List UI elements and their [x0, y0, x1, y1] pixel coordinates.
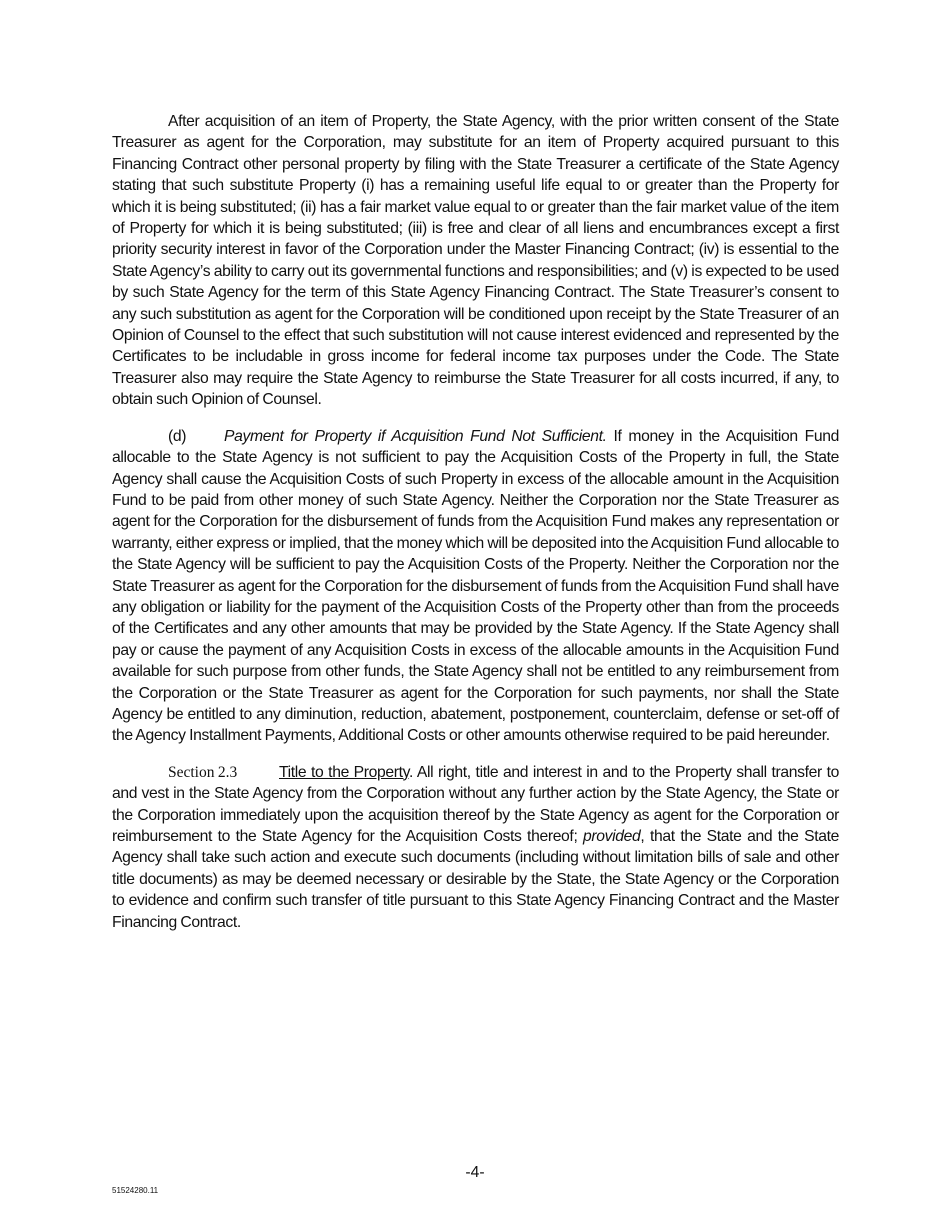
section-2-3-text-before: . All right, title and interest in and to the Property shall transfer to and vest in the State Agency from the Corporation without any further action by the State Agency, the State or the Corporation immediately upon the acquisition thereof by the State Agency as agent for the Corporation or reimbursement to the State Agency for the Acquisition Costs thereof;	[112, 763, 839, 845]
page-number: -4-	[465, 1164, 485, 1181]
paragraph-d-text: If money in the Acquisition Fund allocable to the State Agency is not sufficient to pay the Acquisition Costs of the Property in full, the State Agency shall cause the Acquisition Costs of such Property in excess of the allocable amount in the Acquisition Fund to be paid from other money of such State Agency. Neither the Corporation nor the State Treasurer as agent for the Corporation for the disbursement of funds from the Acquisition Fund makes any representation or warranty, either express or implied, that the money which will be deposited into the Acquisition Fund allocable to the State Agency will be sufficient to pay the Acquisition Costs of the Property. Neither the Corporation nor the State Treasurer as agent for the Corporation for the disbursement of funds from the Acquisition Fund shall have any obligation or liability for the payment of the Acquisition Costs of the Property other than from the proceeds of the Certificates and any other amounts that may be provided by the State Agency. If the State Agency shall pay or cause the payment of any Acquisition Costs in excess of the allocable amounts in the Acquisition Fund available for such purpose from other funds, the State Agency shall not be entitled to any reimbursement from the Corporation or the State Treasurer as agent for the Corporation for such payments, nor shall the State Agency be entitled to any diminution, reduction, abatement, postponement, counterclaim, defense or set-off of the Agency Installment Payments, Additional Costs or other amounts otherwise required to be paid hereunder.	[112, 427, 839, 745]
section-2-3-title: Title to the Property	[279, 763, 410, 781]
paragraph-d-payment	[112, 426, 839, 747]
document-id: 51524280.11	[112, 1186, 159, 1195]
paragraph-d-label: (d)	[168, 427, 187, 445]
document-body	[112, 111, 839, 933]
paragraph-d-heading: Payment for Property if Acquisition Fund Not Sufficient.	[224, 427, 607, 445]
section-2-3	[112, 762, 839, 933]
section-2-3-number: Section 2.3	[168, 763, 238, 781]
section-2-3-text-after: , that the State and the State Agency shall take such action and execute such documents (including without limitation bills of sale and other title documents) as may be deemed necessary or desirable by the State, the State Agency or the Corporation to evidence and confirm such transfer of title pursuant to this State Agency Financing Contract and the Master Financing Contract.	[112, 828, 839, 931]
paragraph-substitution-text: After acquisition of an item of Property, the State Agency, with the prior written consent of the State Treasurer as agent for the Corporation, may substitute for an item of Property acquired pursuant to this Financing Contract other personal property by filing with the State Treasurer a certificate of the State Agency stating that such substitute Property (i) has a remaining useful life equal to or greater than the Property for which it is being substituted; (ii) has a fair market value equal to or greater than the fair market value of the item of Property for which it is being substituted; (iii) is free and clear of all liens and encumbrances except a first priority security interest in favor of the Corporation under the Master Financing Contract; (iv) is essential to the State Agency’s ability to carry out its governmental functions and responsibilities; and (v) is expected to be used by such State Agency for the term of this State Agency Financing Contract. The State Treasurer’s consent to any such substitution as agent for the Corporation will be conditioned upon receipt by the State Treasurer of an Opinion of Counsel to the effect that such substitution will not cause interest evidenced and represented by the Certificates to be includable in gross income for federal income tax purposes under the Code. The State Treasurer also may require the State Agency to reimburse the State Treasurer for all costs incurred, if any, to obtain such Opinion of Counsel.	[112, 113, 839, 409]
section-2-3-provided: provided	[583, 828, 641, 845]
paragraph-substitution	[112, 111, 839, 411]
